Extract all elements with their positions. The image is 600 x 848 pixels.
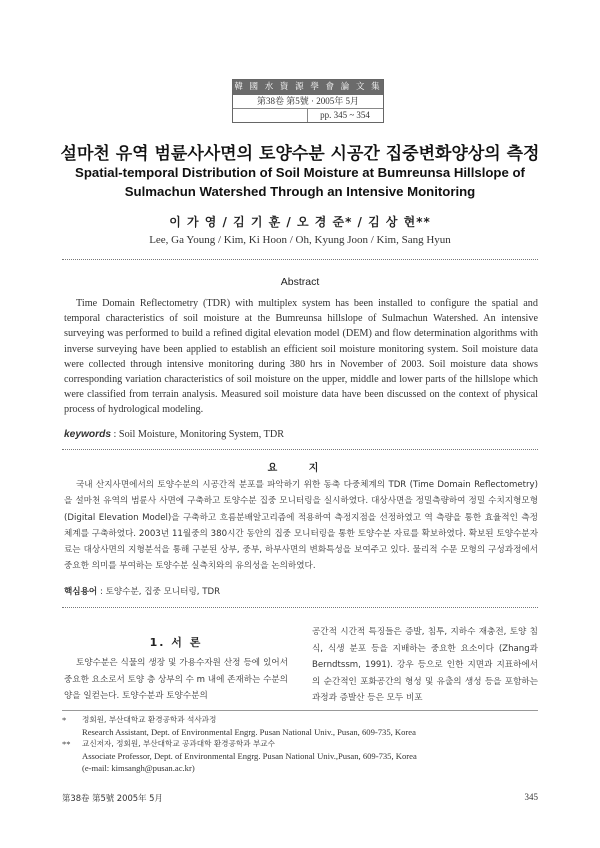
divider-bottom xyxy=(62,607,538,608)
divider-middle xyxy=(62,449,538,450)
title-korean: 설마천 유역 범륜사사면의 토양수분 시공간 집중변화양상의 측정 xyxy=(60,144,540,164)
footnote-2-email: (e-mail: kimsangh@pusan.ac.kr) xyxy=(82,763,195,773)
journal-info-box xyxy=(232,79,384,123)
footnote-divider xyxy=(62,710,538,711)
footnote-1-korean: 정회원, 부산대학교 환경공학과 석사과정 xyxy=(82,715,217,724)
footnotes xyxy=(62,714,538,774)
page-number: 345 xyxy=(524,792,538,802)
divider-top xyxy=(62,259,538,260)
keywords-list: : Soil Moisture, Monitoring System, TDR xyxy=(113,429,285,440)
journal-pages: pp. 345 ~ 354 xyxy=(307,109,382,122)
korean-keywords-label: 핵심용어 xyxy=(64,587,98,597)
intro-left-column: 토양수분은 식물의 생장 및 가용수자원 산정 등에 있어서 중요한 요소로서 토양 층 상부의 수 m 내에 존재하는 수분의 양을 일컫는다. 토양수분과 토양수분의 xyxy=(64,658,288,701)
korean-keywords-list: : 토양수분, 집중 모니터링, TDR xyxy=(97,587,221,597)
journal-name: 韓 國 水 資 源 學 會 論 文 集 xyxy=(233,80,383,95)
intro-right-column: 공간적 시간적 특징들은 증발, 침투, 지하수 재충전, 토양 침식, 식생 분포 등을 지배하는 중요한 요소이다 (Zhang과 Berndtssm, 1991). 강우 등으로 인한 지면과 지표하에서의 순간적인 포화공간의 형성 및 유출의 생성 등을 포함하는 과정과 증발산 등은 모두 비포 xyxy=(312,627,538,703)
title-english-line1: Spatial-temporal Distribution of Soil Moisture at Bumreunsa Hillslope of xyxy=(75,165,525,180)
footnote-2-korean: 교신저자, 정회원, 부산대학교 공과대학 환경공학과 부교수 xyxy=(82,739,275,748)
keywords-label: keywords xyxy=(64,429,111,440)
title-english-line2: Sulmachun Watershed Through an Intensive Monitoring xyxy=(124,184,476,199)
abstract-keywords xyxy=(64,429,538,440)
footnote-2: ** 교신저자, 정회원, 부산대학교 공과대학 환경공학과 부교수 Associate Professor, Dept. of Environmental Engrg. Pusan National Univ.,Pusan, 609-735, Korea (e-mail: kimsangh@pusan.ac.kr) xyxy=(62,738,538,774)
korean-summary-heading: 요 지 xyxy=(267,463,333,474)
authors-korean: 이 가 영 / 김 기 훈 / 오 경 준* / 김 상 현** xyxy=(169,215,431,229)
footnote-2-english: Associate Professor, Dept. of Environmental Engrg. Pusan National Univ.,Pusan, 609-735, Korea xyxy=(82,751,417,761)
korean-summary-body: 국내 산지사면에서의 토양수분의 시공간적 분포를 파악하기 위한 동축 다중체계의 TDR (Time Domain Reflectometry)을 설마천 유역의 범륜사 사면에 구축하고 토양수분 집중 모니터링을 실시하였다. 대상사면을 정밀측량하여 정밀 수치지형모형(Digital Elevation Model)을 구축하고 흐름분배알고리즘에 적용하여 측정지점을 선정하였고 역 측량을 통한 효율적인 측정 체계를 구축하였다. 2003년 11월중의 380시간 동안의 집중 모니터링을 통한 토양수분 자료를 확보하였다. 확보된 토양수분자료는 대상사면의 지형분석을 통해 구분된 상부, 중부, 하부사면의 변화특성을 보여주고 있다. 물리적 수문 모형의 구성과정에서 중요한 의미를 부여하는 토양수분 실측치와의 유의성을 논의하였다. xyxy=(64,480,538,572)
abstract-body: Time Domain Reflectometry (TDR) with multiplex system has been installed to configure the spatial and temporal characteristics of soil moisture at the Bumreunsa hillslope of Sulmachun Watershed. An intensive surveying was performed to build a refined digital elevation model (DEM) and flow determination algorithms with inverse surveying have been applied to establish an efficient soil moisture monitoring system. Soil moisture data were collected through intensive monitoring during 380 hrs in November of 2003. Soil moisture data shows corresponding variation characteristics of soil moisture on the upper, middle and lower parts of the hillslope which were classified from terrain analysis. Measured soil moisture data have been discussed on the context of physical process of hydrological modeling. xyxy=(64,298,538,416)
title-english xyxy=(40,163,560,201)
footnote-1: * 정회원, 부산대학교 환경공학과 석사과정 Research Assistant, Dept. of Environmental Engrg. Pusan National Univ., Pusan, 609-735, Korea xyxy=(62,714,538,738)
footer-journal-issue: 第38卷 第5號 2005年 5月 xyxy=(62,793,163,803)
authors-english: Lee, Ga Young / Kim, Ki Hoon / Oh, Kyung Joon / Kim, Sang Hyun xyxy=(149,234,451,246)
journal-volume: 第38卷 第5號 · 2005年 5月 xyxy=(233,95,383,109)
abstract-heading: Abstract xyxy=(280,276,320,288)
footnote-1-english: Research Assistant, Dept. of Environmental Engrg. Pusan National Univ., Pusan, 609-735, Korea xyxy=(82,727,416,737)
section-heading-introduction: 1. 서 론 xyxy=(149,636,203,649)
korean-keywords xyxy=(64,585,538,597)
